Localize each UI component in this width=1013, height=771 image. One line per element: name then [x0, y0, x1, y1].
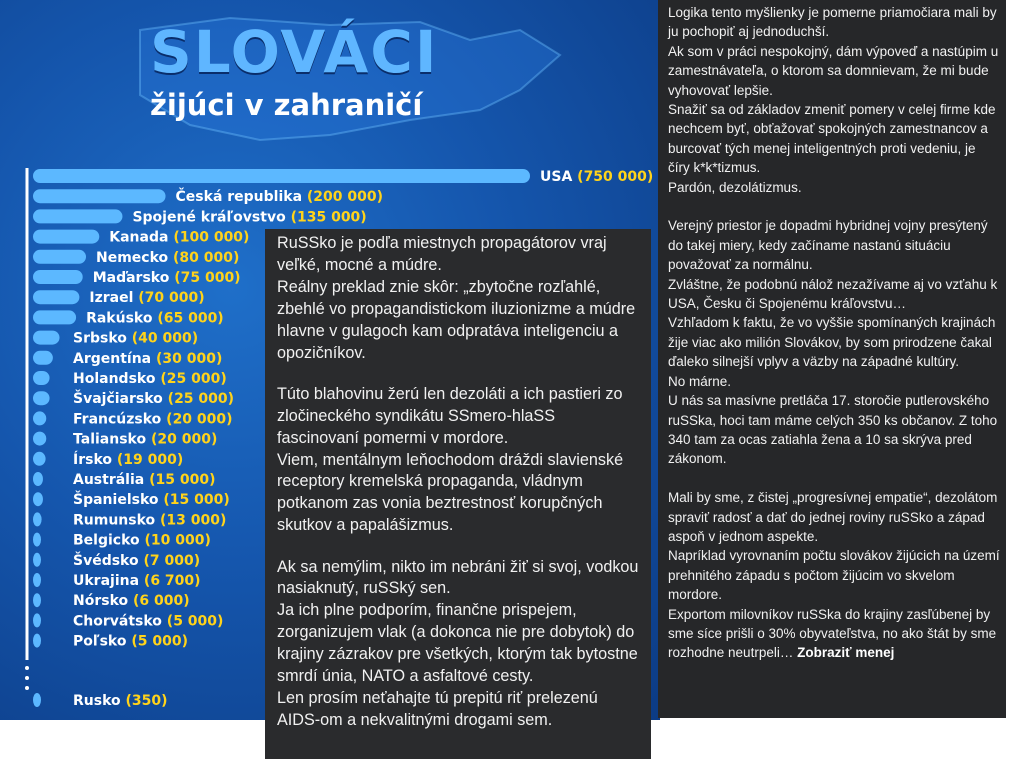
bar-10 [33, 371, 50, 385]
bar-6 [33, 290, 79, 304]
bar-label-7: Rakúsko (65 000) [86, 310, 224, 327]
bar-value-label-18: (10 000) [144, 532, 211, 549]
bar-9 [33, 351, 53, 365]
bar-4 [33, 250, 86, 264]
bar-value-label-3: (100 000) [173, 229, 250, 246]
bar-label-1: Česká republika (200 000) [175, 189, 384, 206]
bar-15 [33, 472, 43, 486]
bar-8 [33, 331, 60, 345]
bar-value-label-24: (350) [125, 693, 168, 709]
bar-21 [33, 593, 41, 607]
bar-label-13: Taliansko (20 000) [73, 431, 218, 448]
comment-middle-paragraph: Ja ich plne podporím, finančne prispejem, zorganizujem vlak (a dokonca nie pre dobytok) do krajiny zázrakov pre všetkých, ktorým tak bytostne smrdí únia, NATO a asfaltové cesty. [277, 601, 638, 686]
bar-value-label-13: (20 000) [150, 431, 218, 448]
comment-middle [265, 229, 651, 759]
comment-right-paragraph: Zvláštne, že podobnú nálož nezažívame aj vo vzťahu k USA, Česku či Spojenému kráľovstvu… [668, 276, 998, 312]
bar-19 [33, 553, 41, 567]
bar-13 [33, 432, 46, 446]
bar-0 [33, 169, 530, 183]
bar-18 [33, 533, 41, 547]
bar-label-24: Rusko (350) [73, 693, 168, 709]
bar-22 [33, 613, 41, 627]
bar-23 [33, 634, 41, 648]
comment-middle-spacer [277, 537, 639, 556]
bar-label-20: Ukrajina (6 700) [73, 573, 201, 589]
comment-right-paragraph: Vzhľadom k faktu, že vo vyššie spomínaných krajinách žije viac ako milión Slovákov, by som prirodzene čakal ďaleko silnejší vplyv a väzby na západné kultúry. [668, 315, 996, 370]
bar-value-label-12: (20 000) [166, 411, 233, 428]
bar-label-23: Poľsko (5 000) [73, 633, 188, 650]
bar-label-15: Austrália (15 000) [73, 472, 216, 488]
comment-middle-paragraph: Ak sa nemýlim, nikto im nebráni žiť si svoj, vodkou nasiaknutý, ruSSký sen. [277, 557, 639, 598]
bar-value-label-19: (7 000) [143, 552, 201, 569]
infographic-title: SLOVÁCI [150, 18, 439, 86]
bar-7 [33, 310, 76, 324]
comment-middle-paragraph: Len prosím neťahajte tú prepitú riť prelezenú AIDS-om a nekvalitnými drogami sem. [277, 689, 598, 729]
bar-20 [33, 573, 41, 587]
bar-24 [33, 693, 41, 707]
comment-middle-paragraph: Reálny preklad znie skôr: „zbytočne rozľahlé, zbehlé vo propagandistickom iluzionizme a múdre hlavne v gulagoch kam odpratáva inteligenciu a opozičníkov. [277, 277, 636, 362]
bar-17 [33, 512, 42, 526]
bar-value-label-9: (30 000) [156, 350, 223, 367]
bar-value-label-16: (15 000) [163, 492, 230, 509]
bar-label-14: Írsko (19 000) [73, 451, 184, 468]
chart-axis-dot [25, 666, 29, 670]
bar-value-label-6: (70 000) [138, 290, 205, 307]
comment-middle-paragraph: Túto blahovinu žerú len dezoláti a ich pastieri zo zločineckého syndikátu SSmero-hlaSS fascinovaní pomermi v mordore. [277, 384, 623, 447]
bar-label-12: Francúzsko (20 000) [73, 411, 233, 428]
comment-right-paragraph: Pardón, dezolátizmus. [668, 179, 802, 195]
bar-label-21: Nórsko (6 000) [73, 593, 190, 610]
bar-value-label-7: (65 000) [157, 310, 224, 327]
bar-label-19: Švédsko (7 000) [73, 552, 201, 569]
bar-value-label-2: (135 000) [290, 209, 367, 226]
bar-value-label-21: (6 000) [133, 593, 190, 610]
bar-label-5: Maďarsko (75 000) [92, 270, 241, 286]
bar-label-3: Kanada (100 000) [109, 229, 250, 246]
bar-value-label-14: (19 000) [116, 451, 184, 468]
comment-middle-spacer [277, 364, 639, 383]
bar-label-17: Rumunsko (13 000) [73, 512, 227, 529]
comment-right-paragraph: Mali by sme, z čistej „progresívnej empatie“, dezolátom spraviť radosť a dať do jednej roviny ruSSko a západ aspoň v jednom aspekte. [668, 490, 998, 544]
chart-axis-dot [25, 686, 29, 690]
bar-16 [33, 492, 43, 506]
comment-right-paragraph: Snažiť sa od základov zmeniť pomery v celej firme kde nechcem byť, obťažovať spokojných zamestnancov a burcovať tých menej inteligentných proti vedeniu, je číry k*k*tizmus. [668, 102, 996, 176]
comment-right-paragraph: Napríklad vyrovnaním počtu slovákov žijúcich na území prehnitého západu s počtom žijúcim vo skvelom mordore. [668, 548, 1000, 603]
comment-right-paragraph: No márne. [668, 373, 732, 389]
bar-11 [33, 391, 50, 405]
bar-2 [33, 209, 122, 223]
bar-value-label-4: (80 000) [173, 249, 240, 266]
bar-label-6: Izrael (70 000) [89, 290, 205, 307]
comment-middle-paragraph: RuSSko je podľa miestnych propagátorov vraj veľké, mocné a múdre. [277, 234, 607, 274]
chart-axis-dot [25, 676, 29, 680]
bar-label-16: Španielsko (15 000) [73, 492, 230, 509]
bar-label-2: Spojené kráľovstvo (135 000) [132, 209, 367, 226]
bar-value-label-20: (6 700) [143, 573, 201, 589]
bar-value-label-11: (25 000) [167, 391, 235, 408]
bar-14 [33, 452, 46, 466]
bar-value-label-8: (40 000) [131, 330, 199, 347]
bar-label-10: Holandsko (25 000) [73, 371, 227, 387]
bar-value-label-5: (75 000) [174, 270, 241, 286]
bar-label-4: Nemecko (80 000) [96, 249, 240, 266]
comment-right-spacer [668, 197, 1000, 216]
comment-right-paragraph: U nás sa masívne pretláča 17. storočie putlerovského ruSSka, hoci tam máme celých 350 ks občanov. Z toho 340 tam za ocas zatiahla žena a 10 sa skrýva pred zákonom. [668, 393, 998, 467]
comment-right-paragraph: Verejný priestor je dopadmi hybridnej vojny presýtený do takej miery, kedy začíname nastanú situáciu považovať za normálnu. [668, 218, 988, 273]
comment-right-paragraph: Exportom milovníkov ruSSka do krajiny zasľúbenej by sme síce prišli o 30% obyvateľstva, no ako štát by sme rozhodne neutrpeli… Zobraziť menej [668, 606, 997, 661]
bar-value-label-1: (200 000) [306, 189, 384, 206]
bar-12 [33, 411, 46, 425]
comment-right-paragraph: Ak som v práci nespokojný, dám výpoveď a nastúpim u zamestnávateľa, o ktorom sa domnievam, že mi bude vyhovovať lepšie. [668, 43, 999, 98]
bar-value-label-10: (25 000) [160, 371, 227, 387]
bar-label-18: Belgicko (10 000) [73, 532, 211, 549]
bar-5 [33, 270, 83, 284]
comment-right-spacer [668, 469, 1000, 488]
bar-value-label-17: (13 000) [160, 512, 227, 529]
bar-1 [33, 189, 166, 203]
bar-label-9: Argentína (30 000) [73, 350, 223, 367]
bar-label-11: Švajčiarsko (25 000) [73, 391, 235, 408]
bar-3 [33, 230, 99, 244]
bar-label-22: Chorvátsko (5 000) [73, 613, 224, 630]
infographic-subtitle: žijúci v zahraničí [150, 88, 423, 122]
bar-value-label-22: (5 000) [166, 613, 224, 630]
bar-value-label-0: (750 000) [577, 169, 654, 185]
bar-label-8: Srbsko (40 000) [73, 330, 199, 347]
comment-middle-paragraph: Viem, mentálnym leňochodom dráždi slavienské receptory kremelská propaganda, vládnym potkanom zas vonia beztrestnosť korupčných skutkov a papalášizmus. [277, 450, 624, 535]
show-less-link[interactable]: Zobraziť menej [797, 645, 895, 661]
bar-value-label-15: (15 000) [149, 472, 216, 488]
comment-right-paragraph: Logika tento myšlienky je pomerne priamočiara mali by ju pochopiť aj jednoduchší. [668, 5, 997, 40]
comment-right [658, 0, 1006, 718]
bar-value-label-23: (5 000) [131, 633, 188, 650]
bar-label-0: USA (750 000) [540, 169, 654, 185]
